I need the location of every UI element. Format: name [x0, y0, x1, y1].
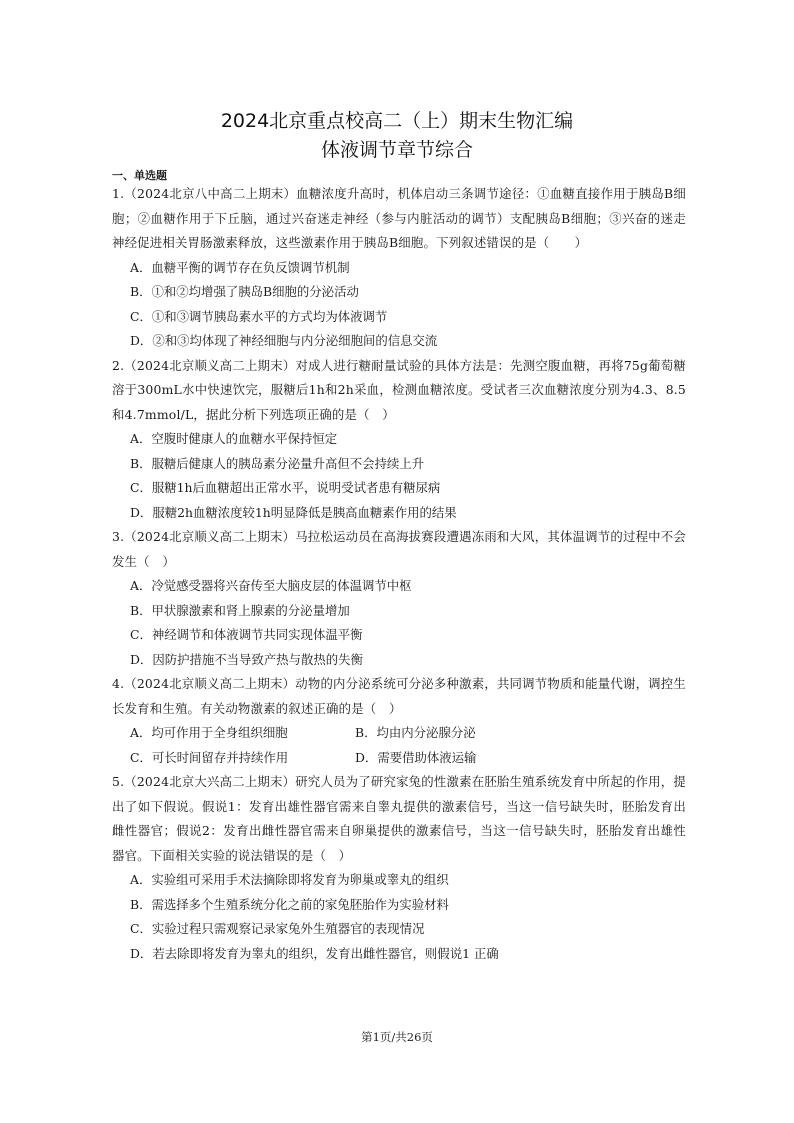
- question-4-stem: 4.（2024北京顺义高二上期末）动物的内分泌系统可分泌多种激素，共同调节物质和能量代谢，调控生长发育和生殖。有关动物激素的叙述正确的是（ ）: [112, 676, 686, 716]
- question-4-option-a: A．均可作用于全身组织细胞: [130, 725, 288, 740]
- question-2-option-c: C．服糖1h后血糖超出正常水平，说明受试者患有糖尿病: [130, 480, 441, 495]
- question-3-option-c: C．神经调节和体液调节共同实现体温平衡: [130, 627, 363, 642]
- question-4-options-row-2: [130, 746, 686, 771]
- question-2-option-d: D．服糖2h血糖浓度较1h明显降低是胰高血糖素作用的结果: [130, 504, 457, 520]
- question-2-option-b: B．服糖后健康人的胰岛素分泌量升高但不会持续上升: [130, 455, 425, 471]
- section-heading: 一、单选题: [112, 169, 167, 182]
- question-4-option-b: B．均由内分泌腺分泌: [355, 725, 476, 740]
- question-4-option-d: D．需要借助体液运输: [355, 749, 477, 765]
- page-footer: 第1页/共26页: [361, 1030, 433, 1044]
- question-5-option-a: A．实验组可采用手术法摘除即将发育为卵巢或睾丸的组织: [130, 872, 449, 887]
- question-list: [112, 182, 686, 966]
- question-1-option-a: A．血糖平衡的调节存在负反馈调节机制: [130, 259, 350, 275]
- document-subtitle: 体液调节章节综合: [320, 139, 473, 161]
- question-1-option-d: D．②和③均体现了神经细胞与内分泌细胞间的信息交流: [130, 333, 438, 348]
- question-5-option-b: B．需选择多个生殖系统分化之前的家兔胚胎作为实验材料: [130, 896, 449, 912]
- question-3-stem: 3.（2024北京顺义高二上期末）马拉松运动员在高海拔赛段遭遇冻雨和大风，其体温调节的过程中不会发生（ ）: [112, 529, 686, 569]
- question-1-option-c: C．①和③调节胰岛素水平的方式均为体液调节: [130, 308, 388, 324]
- question-5-option-c: C．实验过程只需观察记录家兔外生殖器官的表现情况: [130, 921, 425, 936]
- question-4-option-c: C．可长时间留存并持续作用: [130, 749, 289, 765]
- document-title: 2024北京重点校高二（上）期末生物汇编: [220, 110, 574, 132]
- question-2-stem: 2.（2024北京顺义高二上期末）对成人进行糖耐量试验的具体方法是：先测空腹血糖，再将75g葡萄糖溶于300mL水中快速饮完，服糖后1h和2h采血，检测血糖浓度。受试者三次血糖浓度分别为4.3、8.5和4.7mmol/L，据此分析下列选项正确的是（ ）: [112, 357, 686, 422]
- question-3-option-b: B．甲状腺激素和肾上腺素的分泌量增加: [130, 602, 350, 618]
- question-5-option-d: D．若去除即将发育为睾丸的组织，发育出雌性器官，则假说1 正确: [130, 945, 499, 961]
- question-3-option-d: D．因防护措施不当导致产热与散热的失衡: [130, 651, 363, 667]
- question-4-options-row-1: [130, 721, 686, 746]
- question-3-option-a: A．冷觉感受器将兴奋传至大脑皮层的体温调节中枢: [130, 578, 412, 593]
- question-2-option-a: A．空腹时健康人的血糖水平保持恒定: [130, 431, 338, 446]
- question-1-option-b: B．①和②均增强了胰岛B细胞的分泌活动: [130, 284, 359, 299]
- question-1-stem: 1.（2024北京八中高二上期末）血糖浓度升高时，机体启动三条调节途径：①血糖直接作用于胰岛B细胞；②血糖作用于下丘脑，通过兴奋迷走神经（参与内脏活动的调节）支配胰岛B细胞；③兴奋的迷走神经促进相关胃肠激素释放，这些激素作用于胰岛B细胞。下列叙述错误的是（ ）: [112, 186, 686, 250]
- question-5-stem: 5.（2024北京大兴高二上期末）研究人员为了研究家兔的性激素在胚胎生殖系统发育中所起的作用，提出了如下假说。假说1：发育出雄性器官需来自睾丸提供的激素信号，当这一信号缺失时，胚胎发育出雌性器官；假说2：发育出雌性器官需来自卵巢提供的激素信号，当这一信号缺失时，胚胎发育出雄性器官。下面相关实验的说法错误的是（ ）: [112, 774, 686, 863]
